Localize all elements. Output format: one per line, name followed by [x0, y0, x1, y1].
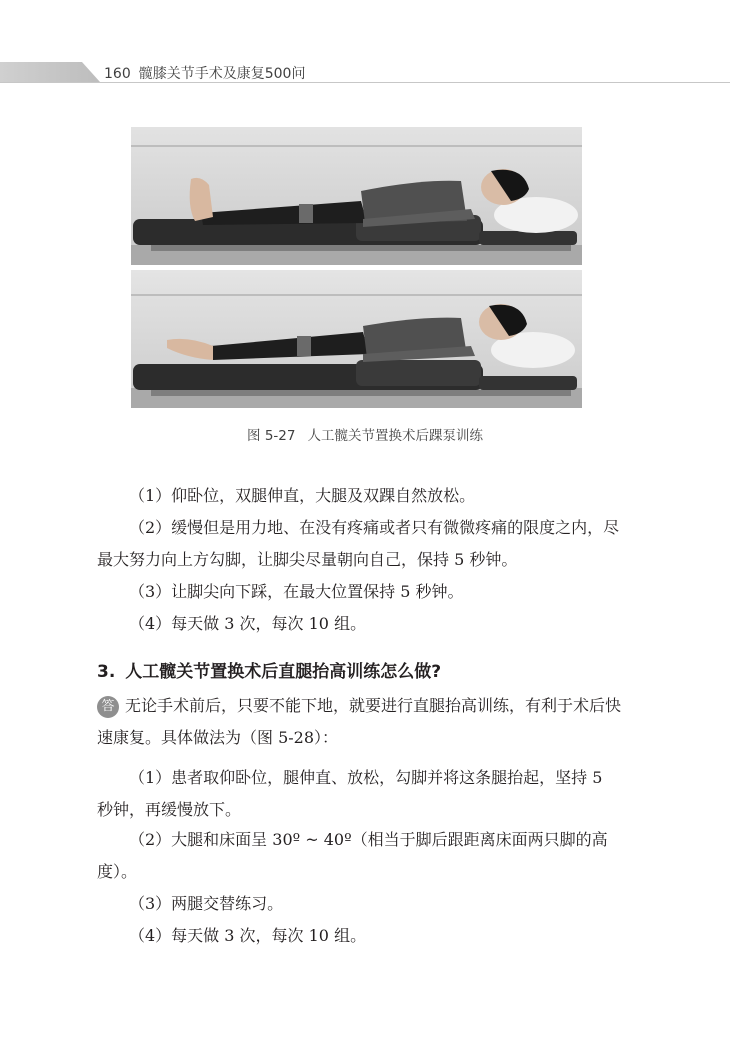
answer-intro-text: 无论手术前后，只要不能下地，就要进行直腿抬高训练，有利于术后快速康复。具体做法为（图 5-28）：: [97, 696, 622, 747]
figure-title: 人工髋关节置换术后踝泵训练: [307, 428, 483, 444]
step-paragraph: （1）仰卧位，双腿伸直，大腿及双踝自然放松。: [129, 486, 476, 505]
answer-intro: [97, 690, 622, 754]
figure-caption: [0, 424, 730, 444]
figure-photo-toes-up: [131, 127, 582, 265]
step-paragraph: （2）缓慢但是用力地、在没有疼痛或者只有微微疼痛的限度之内，尽最大努力向上方勾脚，让脚尖尽量朝向自己，保持 5 秒钟。: [97, 518, 620, 569]
step-paragraph: （2）大腿和床面呈 30º ~ 40º（相当于脚后跟距离床面两只脚的高度）。: [97, 830, 608, 881]
step-paragraph: （3）两腿交替练习。: [129, 894, 284, 913]
step-paragraph: （4）每天做 3 次，每次 10 组。: [129, 926, 367, 945]
step-paragraph: （1）患者取仰卧位，腿伸直、放松，勾脚并将这条腿抬起，坚持 5 秒钟，再缓慢放下。: [97, 768, 603, 819]
answer-badge-icon: 答: [97, 696, 119, 718]
figure-photo-toes-down: [131, 270, 582, 408]
question-heading: [97, 660, 637, 684]
running-header: [104, 63, 305, 83]
step-paragraph: （4）每天做 3 次，每次 10 组。: [129, 614, 367, 633]
book-title: 髋膝关节手术及康复500问: [138, 66, 306, 82]
question-title: 人工髋关节置换术后直腿抬高训练怎么做?: [125, 662, 442, 682]
page-number: 160: [104, 66, 131, 82]
question-number: 3.: [97, 662, 116, 682]
figure-number: 图 5-27: [247, 428, 296, 444]
header-bar-decoration: [0, 62, 100, 82]
step-paragraph: （3）让脚尖向下踩，在最大位置保持 5 秒钟。: [129, 582, 464, 601]
